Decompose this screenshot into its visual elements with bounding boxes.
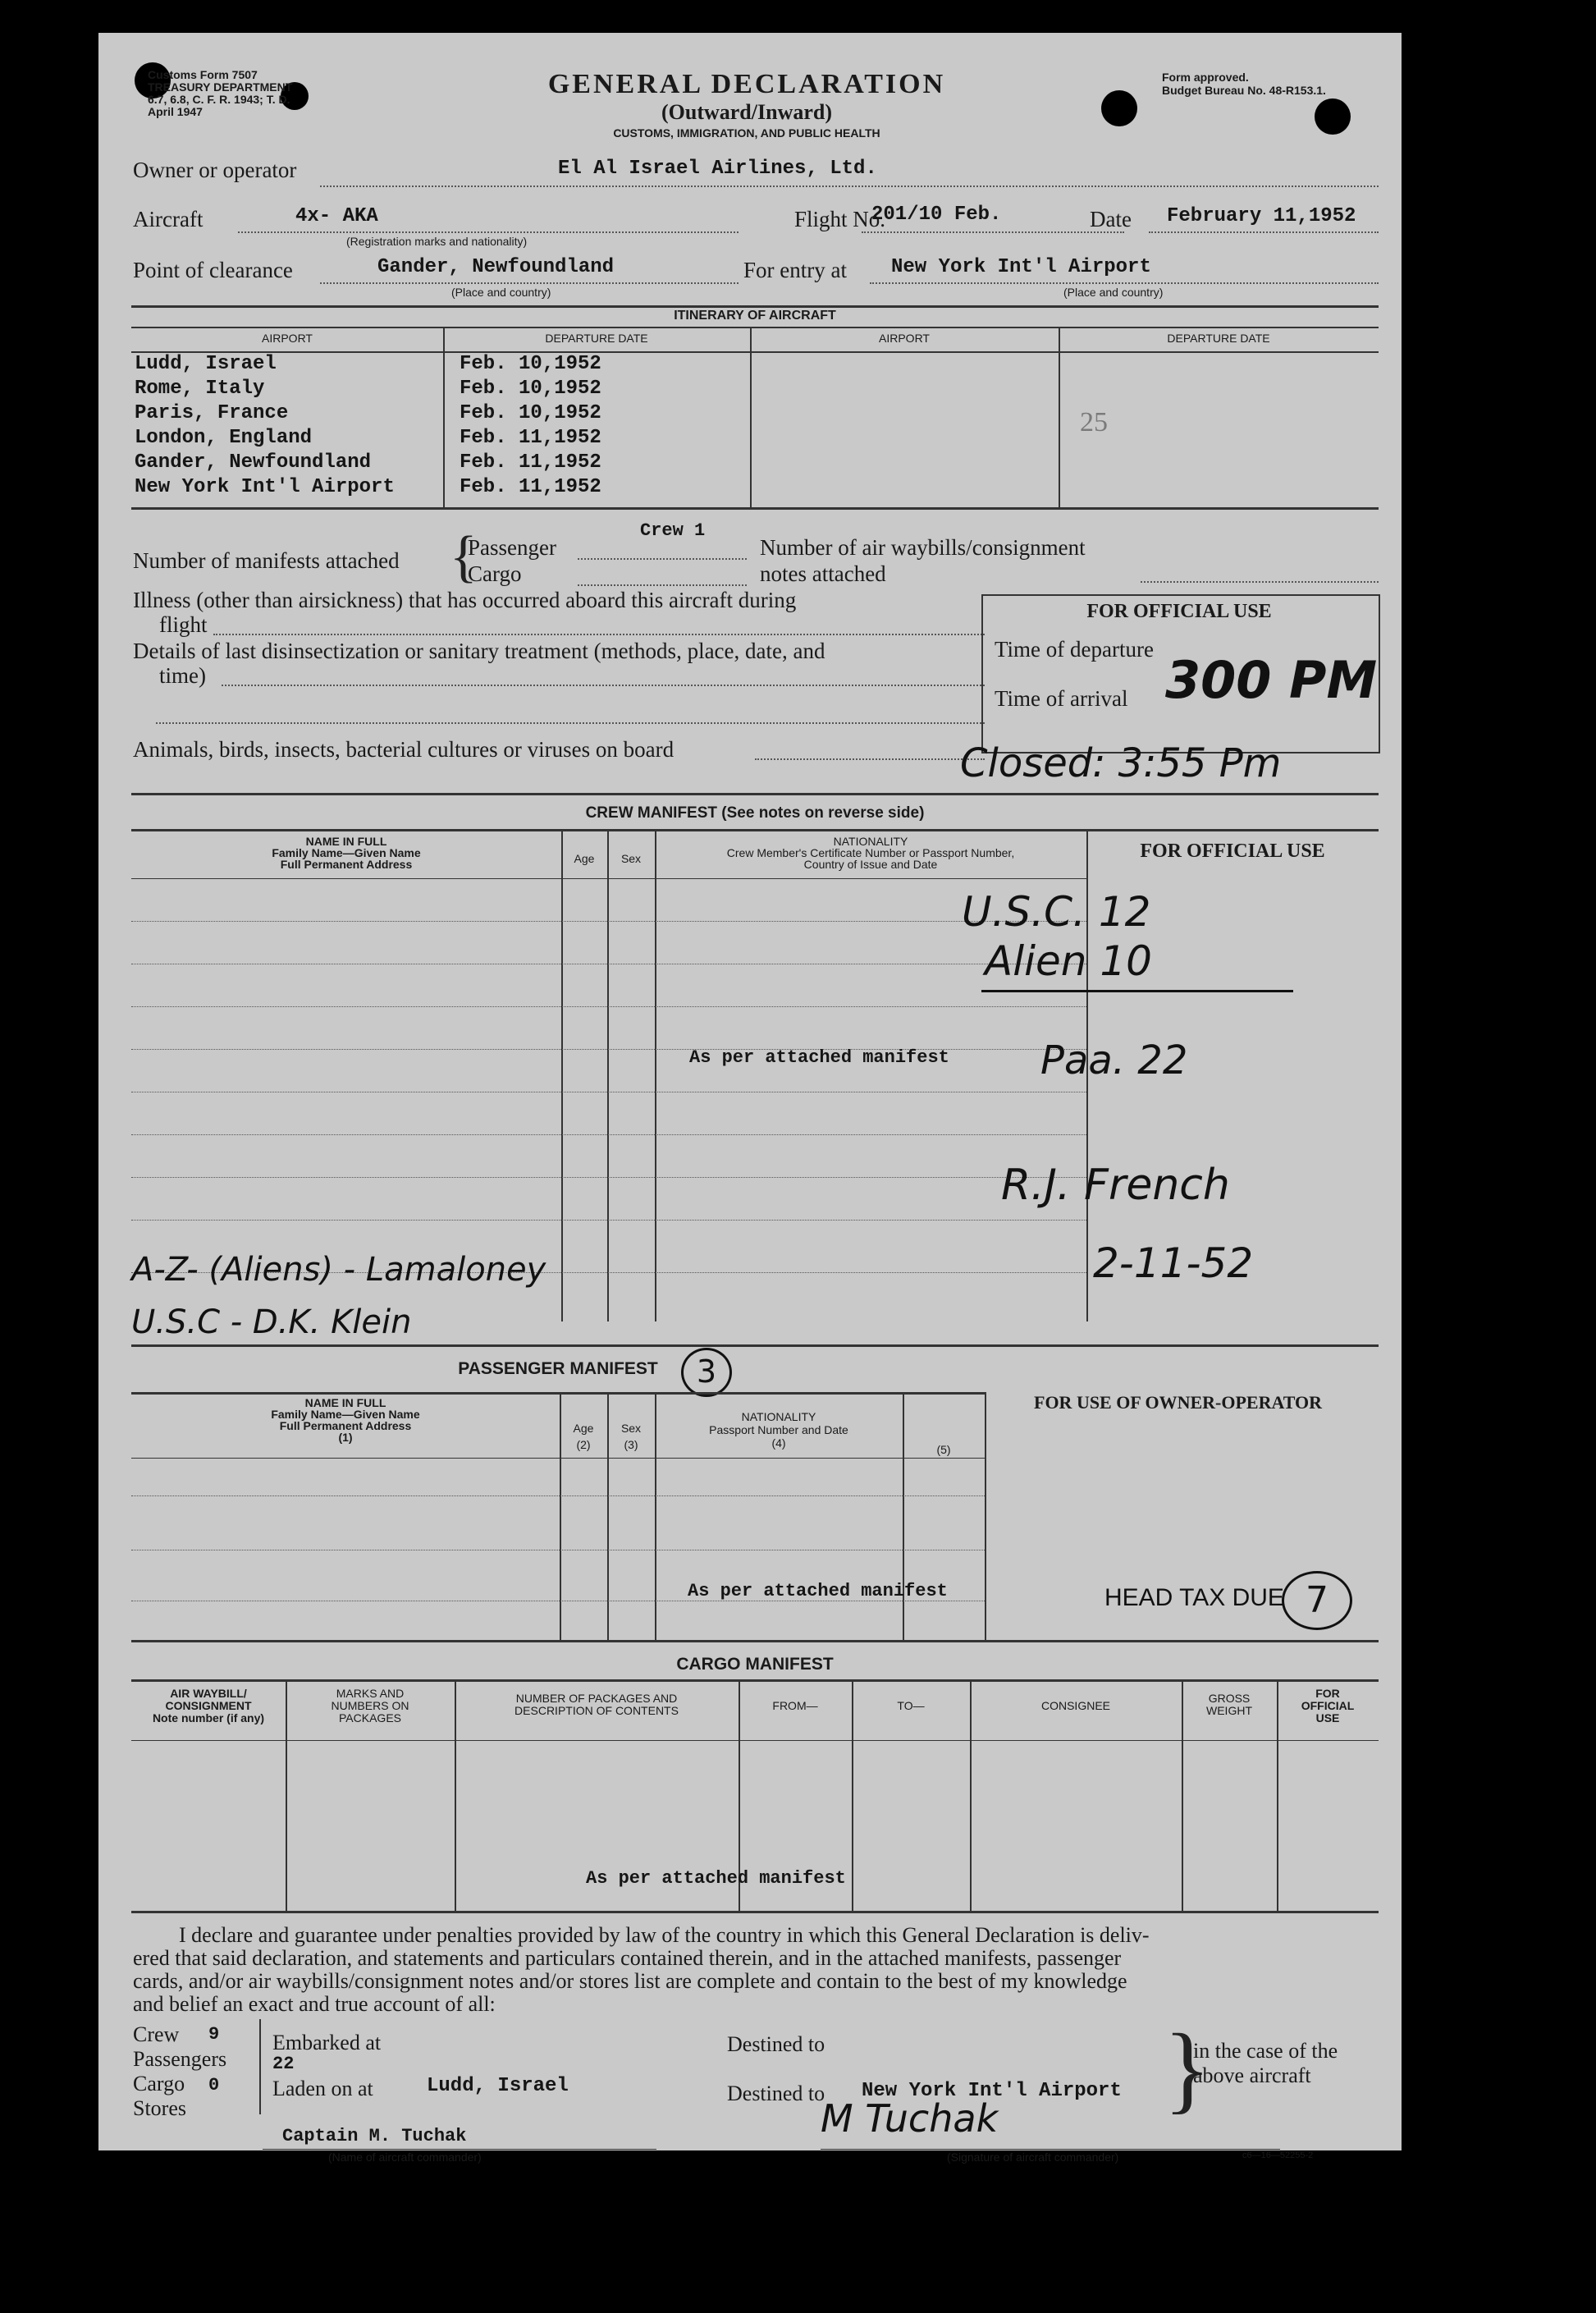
closing-brace: } bbox=[1164, 2013, 1211, 2123]
usc-handwriting: U.S.C - D.K. Klein bbox=[131, 1303, 412, 1341]
commander-sublabel: (Name of aircraft commander) bbox=[328, 2150, 482, 2164]
crew-title: CREW MANIFEST (See notes on reverse side) bbox=[585, 804, 925, 822]
aliens-handwriting: A-Z- (Aliens) - Lamaloney bbox=[131, 1251, 546, 1289]
itin-date: Feb. 11,1952 bbox=[460, 451, 601, 474]
clearance-sublabel: (Place and country) bbox=[451, 286, 551, 299]
cargo-col-consignee: CONSIGNEE bbox=[1040, 1699, 1110, 1712]
pax-col-name: NAME IN FULL Family Name—Given Name Full Permanent Address (1) bbox=[271, 1396, 420, 1444]
crew-col-nationality: NATIONALITY Crew Member's Certificate Number or Passport Number, Country of Issue and Date bbox=[726, 835, 1015, 871]
paa-handwriting: Paa. 22 bbox=[1040, 1037, 1188, 1083]
itin-airport: Gander, Newfoundland bbox=[135, 451, 372, 474]
brace: { bbox=[450, 525, 478, 589]
owner-label: Owner or operator bbox=[133, 158, 297, 182]
official-signature-handwriting: R.J. French bbox=[1001, 1161, 1230, 1210]
laden-value: Ludd, Israel bbox=[427, 2075, 569, 2097]
date-handwriting: 2-11-52 bbox=[1093, 1239, 1254, 1287]
itin-header-airport-1: AIRPORT bbox=[262, 332, 313, 345]
animals-label: Animals, birds, insects, bacterial cultures or viruses on board bbox=[133, 737, 675, 762]
crew-col-sex: Sex bbox=[620, 852, 642, 865]
pax-col-nationality: NATIONALITY Passport Number and Date (4) bbox=[709, 1410, 848, 1450]
waybills-label: Number of air waybills/consignment bbox=[760, 535, 1086, 560]
in-case-text: in the case of the above aircraft bbox=[1193, 2039, 1338, 2087]
declaration-text: I declare and guarantee under penalties provided by law of the country in which this General Declaration is deliv- ered that said declaration, and statements and particulars contained therein, and in the attached manifests, passenger cards, and/or air waybills/consignment notes and/or stores list are complete and contain to the best of my knowledge and belief an exact and true account of all: bbox=[133, 1923, 1150, 2016]
aircraft-value: 4x- AKA bbox=[295, 205, 378, 227]
embarked-label: Embarked at bbox=[272, 2031, 382, 2054]
passenger-count-circled: 3 bbox=[681, 1348, 732, 1397]
closed-handwriting: Closed: 3:55 Pm bbox=[960, 740, 1282, 786]
owner-operator-title: FOR USE OF OWNER-OPERATOR bbox=[1034, 1392, 1323, 1413]
crew-official-title: FOR OFFICIAL USE bbox=[1140, 840, 1325, 862]
itin-airport: Ludd, Israel bbox=[135, 353, 277, 375]
print-code: c6—16—52255-2 bbox=[1242, 2150, 1314, 2160]
disinsect-label: Details of last disinsectization or sanitary treatment (methods, place, date, and bbox=[133, 639, 825, 663]
pax-col-sex: Sex (3) bbox=[620, 1422, 642, 1451]
cargo-label: Cargo bbox=[468, 561, 522, 586]
aircraft-sublabel: (Registration marks and nationality) bbox=[346, 235, 528, 248]
departure-label: Time of departure bbox=[995, 637, 1154, 662]
cargo-col-official: FOR OFFICIAL USE bbox=[1301, 1687, 1355, 1724]
time-cont-label: time) bbox=[159, 663, 206, 688]
itin-date: Feb. 10,1952 bbox=[460, 353, 601, 375]
arrival-label: Time of arrival bbox=[995, 686, 1128, 711]
aircraft-label: Aircraft bbox=[133, 207, 204, 231]
itinerary-title: ITINERARY OF AIRCRAFT bbox=[674, 309, 836, 323]
entry-value: New York Int'l Airport bbox=[891, 256, 1151, 278]
destined-label-2: Destined to bbox=[727, 2082, 825, 2105]
entry-sublabel: (Place and country) bbox=[1063, 286, 1164, 299]
itin-airport: London, England bbox=[135, 427, 313, 449]
form-subtitle: (Outward/Inward) bbox=[661, 100, 832, 124]
itin-header-date-1: DEPARTURE DATE bbox=[545, 332, 648, 345]
clearance-label: Point of clearance bbox=[133, 258, 293, 282]
date-label: Date bbox=[1090, 207, 1132, 231]
cargo-col-weight: GROSS WEIGHT bbox=[1206, 1692, 1252, 1717]
laden-label: Laden on at bbox=[272, 2077, 373, 2100]
punch-hole bbox=[1315, 98, 1351, 135]
declaration-form bbox=[98, 33, 1402, 2164]
crew-per-manifest: As per attached manifest bbox=[689, 1047, 949, 1068]
itin-date: Feb. 11,1952 bbox=[460, 476, 601, 498]
alien-count-handwriting: Alien 10 bbox=[985, 937, 1152, 985]
crew-col-name: NAME IN FULL Family Name—Given Name Full Permanent Address bbox=[272, 835, 421, 871]
commander-signature: M Tuchak bbox=[821, 2096, 999, 2141]
form-agencies: CUSTOMS, IMMIGRATION, AND PUBLIC HEALTH bbox=[613, 126, 880, 140]
itin-date: Feb. 10,1952 bbox=[460, 378, 601, 400]
itin-header-airport-2: AIRPORT bbox=[879, 332, 930, 345]
flight-value: 201/10 Feb. bbox=[871, 204, 1002, 226]
cargo-title: CARGO MANIFEST bbox=[676, 1655, 834, 1674]
flight-cont-label: flight bbox=[159, 612, 208, 637]
commander-name: Captain M. Tuchak bbox=[282, 2126, 467, 2146]
crew-col-age: Age bbox=[574, 852, 595, 865]
itin-airport: Rome, Italy bbox=[135, 378, 265, 400]
crew-total: 9 bbox=[208, 2024, 220, 2045]
destined-label-1: Destined to bbox=[727, 2032, 825, 2056]
entry-label: For entry at bbox=[743, 258, 847, 282]
form-title: GENERAL DECLARATION bbox=[547, 69, 946, 99]
pax-col-age: Age (2) bbox=[573, 1422, 594, 1451]
destined-value: New York Int'l Airport bbox=[862, 2080, 1122, 2102]
itin-airport: New York Int'l Airport bbox=[135, 476, 395, 498]
passengers-total: 22 bbox=[272, 2054, 295, 2074]
itin-date: Feb. 11,1952 bbox=[460, 427, 601, 449]
itin-date: Feb. 10,1952 bbox=[460, 402, 601, 424]
punch-hole bbox=[1101, 90, 1137, 126]
manifests-label: Number of manifests attached bbox=[133, 548, 400, 573]
notes-attached-label: notes attached bbox=[760, 561, 886, 586]
arrival-handwriting: 300 PM bbox=[1165, 650, 1378, 710]
usc-count-handwriting: U.S.C. 12 bbox=[962, 888, 1151, 936]
passenger-label: Passenger bbox=[468, 535, 556, 560]
itin-airport: Paris, France bbox=[135, 402, 289, 424]
date-value: February 11,1952 bbox=[1167, 205, 1356, 227]
clearance-value: Gander, Newfoundland bbox=[377, 256, 615, 278]
owner-value: El Al Israel Airlines, Ltd. bbox=[558, 158, 877, 180]
crew-manifest-count: Crew 1 bbox=[640, 520, 706, 541]
cargo-per-manifest: As per attached manifest bbox=[586, 1868, 846, 1889]
totals-labels: Crew Passengers Cargo Stores bbox=[133, 2022, 227, 2120]
cargo-col-from: FROM— bbox=[772, 1699, 818, 1712]
head-tax-count: 7 bbox=[1282, 1571, 1352, 1630]
head-tax-label: HEAD TAX DUE bbox=[1104, 1584, 1284, 1611]
faint-mark: 25 bbox=[1080, 407, 1108, 437]
illness-label: Illness (other than airsickness) that has occurred aboard this aircraft during bbox=[133, 588, 797, 612]
pax-per-manifest: As per attached manifest bbox=[688, 1581, 948, 1601]
passenger-title: PASSENGER MANIFEST bbox=[458, 1359, 658, 1378]
cargo-col-packages: NUMBER OF PACKAGES AND DESCRIPTION OF CONTENTS bbox=[514, 1692, 679, 1717]
flight-label: Flight No. bbox=[794, 207, 886, 231]
form-approval: Form approved. Budget Bureau No. 48-R153.1. bbox=[1162, 71, 1326, 97]
form-number: Customs Form 7507 TREASURY DEPARTMENT 6.7, 6.8, C. F. R. 1943; T. D. April 1947 bbox=[148, 68, 293, 118]
cargo-col-waybill: AIR WAYBILL/ CONSIGNMENT Note number (if any) bbox=[152, 1687, 265, 1724]
cargo-col-to: TO— bbox=[897, 1699, 925, 1712]
signature-sublabel: (Signature of aircraft commander) bbox=[947, 2150, 1119, 2164]
cargo-col-marks: MARKS AND NUMBERS ON PACKAGES bbox=[331, 1687, 409, 1724]
cargo-total: 0 bbox=[208, 2075, 220, 2095]
pax-col-5: (5) bbox=[936, 1443, 951, 1456]
itin-header-date-2: DEPARTURE DATE bbox=[1167, 332, 1270, 345]
official-box-title: FOR OFFICIAL USE bbox=[1086, 601, 1272, 622]
